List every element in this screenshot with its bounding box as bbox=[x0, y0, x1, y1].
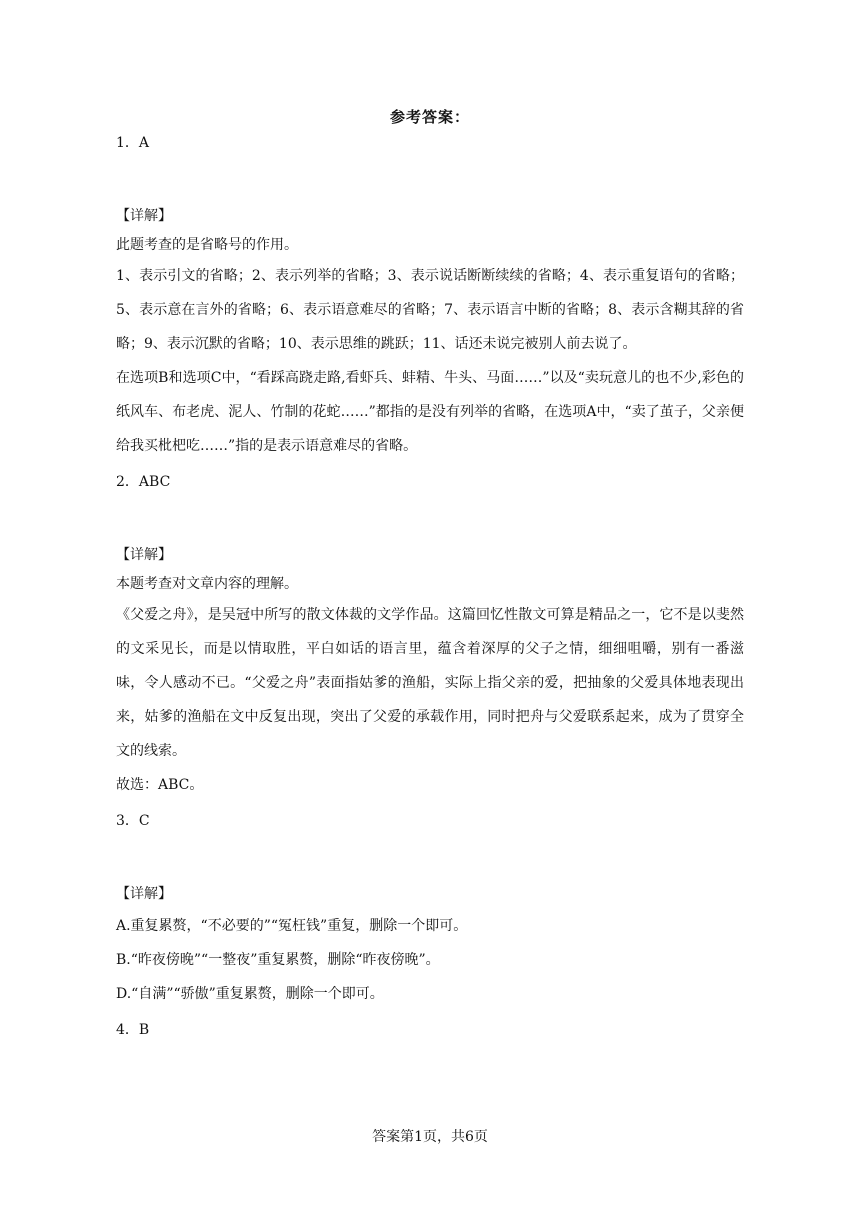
q1-detail-label: 【详解】 bbox=[116, 208, 172, 224]
q2-intro: 本题考查对文章内容的理解。 bbox=[116, 576, 298, 592]
spacer bbox=[116, 834, 744, 867]
q1-answer: 1．A bbox=[116, 135, 150, 151]
spacer bbox=[116, 495, 744, 528]
q1-intro: 此题考查的是省略号的作用。 bbox=[116, 237, 298, 253]
page-title: 参考答案： bbox=[389, 108, 470, 126]
spacer bbox=[116, 528, 744, 542]
page-footer: 答案第1页，共6页 bbox=[372, 1129, 488, 1145]
q2-answer: 2．ABC bbox=[116, 474, 171, 490]
spacer bbox=[116, 156, 744, 189]
spacer bbox=[116, 867, 744, 881]
q4-answer: 4．B bbox=[116, 1022, 150, 1038]
spacer bbox=[116, 189, 744, 203]
q2-detail-label: 【详解】 bbox=[116, 547, 172, 563]
q3-item-d: D.“自满”“骄傲”重复累赘，删除一个即可。 bbox=[116, 986, 384, 1002]
q1-analysis: 在选项B和选项C中，“看踩高跷走路,看虾兵、蚌精、牛头、马面……”以及“卖玩意儿的也不少,彩色的纸风车、布老虎、泥人、竹制的花蛇……”都指的是没有列举的省略，在选项A中，“卖了茧子，父亲便给我买枇杷吃……”指的是表示语意难尽的省略。 bbox=[116, 370, 744, 454]
q2-analysis: 《父爱之舟》，是吴冠中所写的散文体裁的文学作品。这篇回忆性散文可算是精品之一，它不是以斐然的文采见长，而是以情取胜，平白如话的语言里，蕴含着深厚的父子之情，细细咀嚼，别有一番滋味，令人感动不已。“父爱之舟”表面指姑爹的渔船，实际上指父亲的爱，把抽象的父爱具体地表现出来，姑爹的渔船在文中反复出现，突出了父爱的承载作用，同时把舟与父爱联系起来，成为了贯穿全文的线索。 bbox=[116, 607, 744, 759]
q2-conclusion: 故选：ABC。 bbox=[116, 777, 204, 793]
q3-answer: 3．C bbox=[116, 813, 150, 829]
q3-item-a: A.重复累赘，“不必要的”“冤枉钱”重复，删除一个即可。 bbox=[116, 918, 468, 934]
q3-item-b: B.“昨夜傍晚”“一整夜”重复累赘，删除“昨夜傍晚”。 bbox=[116, 952, 440, 968]
q3-detail-label: 【详解】 bbox=[116, 886, 172, 902]
q1-list-text: 1、表示引文的省略；2、表示列举的省略；3、表示说话断断续续的省略；4、表示重复语句的省略；5、表示意在言外的省略；6、表示语意难尽的省略；7、表示语言中断的省略；8、表示含糊其辞的省略；9、表示沉默的省略；10、表示思维的跳跃；11、话还未说完被别人前去说了。 bbox=[116, 268, 744, 352]
answer-content bbox=[116, 130, 744, 1043]
